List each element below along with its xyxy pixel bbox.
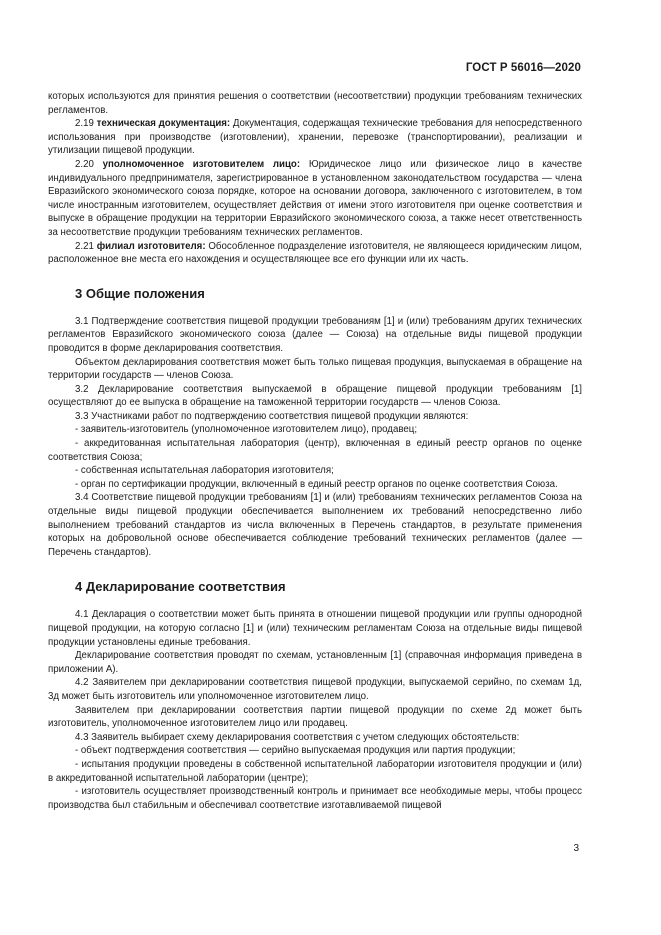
document-body bbox=[48, 90, 582, 812]
definition-number: 2.19 bbox=[75, 118, 94, 130]
list-item: - орган по сертификации продукции, включенный в единый реестр органов по оценке соответствия Союза. bbox=[75, 478, 558, 490]
definition-term: уполномоченное изготовителем лицо: bbox=[102, 158, 301, 170]
definition-term: техническая документация: bbox=[96, 118, 231, 130]
definition-2-21 bbox=[48, 240, 582, 267]
paragraph-3-3: 3.3 Участниками работ по подтверждению соответствия пищевой продукции являются: bbox=[75, 410, 469, 422]
paragraph-4-2: 4.2 Заявителем при декларировании соответствия пищевой продукции, выпускаемой серийно, по схемам 1д, 3д может быть изготовитель или уполномоченное изготовителем лицо. bbox=[48, 677, 582, 702]
list-item: - заявитель-изготовитель (уполномоченное изготовителем лицо), продавец; bbox=[75, 424, 418, 436]
list-item: - объект подтверждения соответствия — серийно выпускаемая продукция или партия продукции; bbox=[75, 745, 516, 757]
list-item: - собственная испытательная лаборатория изготовителя; bbox=[75, 465, 334, 477]
document-code-header: ГОСТ Р 56016—2020 bbox=[465, 62, 581, 74]
definition-continuation: которых используются для принятия решения о соответствии (несоответствии) продукции требованиям технических регламентов. bbox=[48, 91, 582, 116]
definition-term: филиал изготовителя: bbox=[96, 240, 206, 252]
list-item: - изготовитель осуществляет производственный контроль и принимает все необходимые меры, чтобы процесс производства был стабильным и обеспечивал соответствие изготавливаемой пищевой bbox=[48, 786, 582, 811]
definition-text: Юридическое лицо или физическое лицо в качестве индивидуального предпринимателя, зарегистрированное в установленном законодательством государства — члена Евразийского экономического союза порядке, которое на основании договора, заключенного с изготовителем, в том числе иностранным изготовителем, осуществляет действия от имени этого изготовителя при оценке соответствия и выпуске в обращение продукции на территории Евразийского экономического союза, а также несет ответственность за несоответствие продукции требованиям технических регламентов. bbox=[48, 158, 582, 238]
paragraph-4-2-applicant: Заявителем при декларировании соответствия партии пищевой продукции по схеме 2д может быть изготовитель, уполномоченное изготовителем лицо или продавец. bbox=[48, 704, 582, 730]
definition-2-20 bbox=[48, 158, 582, 240]
paragraph-4-3: 4.3 Заявитель выбирает схему декларирования соответствия с учетом следующих обстоятельств: bbox=[75, 731, 520, 743]
definition-text: Обособленное подразделение изготовителя, не являющееся юридическим лицом, расположенное вне места его нахождения и осуществляющее все его функции или их часть. bbox=[48, 240, 582, 266]
section-3-heading: 3 Общие положения bbox=[75, 285, 205, 301]
definition-2-19 bbox=[48, 117, 582, 158]
page-number: 3 bbox=[573, 843, 579, 854]
definition-text: Документация, содержащая технические требования для непосредственного использования при производстве (изготовлении), хранении, перевозке (транспортировании), реализации и утилизации пищевой продукции. bbox=[48, 118, 582, 157]
paragraph-4-1-schemes: Декларирование соответствия проводят по схемам, установленным [1] (справочная информация приведена в приложении А). bbox=[48, 650, 582, 675]
definition-number: 2.21 bbox=[75, 240, 94, 252]
definition-number: 2.20 bbox=[75, 158, 94, 170]
list-item: - аккредитованная испытательная лаборатория (центр), включенная в единый реестр органов по оценке соответствия Союза; bbox=[48, 438, 582, 463]
paragraph-3-1: 3.1 Подтверждение соответствия пищевой продукции требованиям [1] и (или) требованиям других технических регламентов Евразийского экономического союза (далее — Союза) на отдельные виды пищевой продукции проводится в форме декларирования соответствия. bbox=[48, 315, 582, 354]
paragraph-3-4: 3.4 Соответствие пищевой продукции требованиям [1] и (или) требованиям технических регламентов Союза на отдельные виды пищевой продукции обеспечивается выполнением их требований непосредственно либо выполнением требований стандартов из числа включенных в Перечень стандартов, в результате применения которых на добровольной основе обеспечивается соблюдение требований технических регламентов (далее — Перечень стандартов). bbox=[48, 492, 582, 558]
section-4-heading: 4 Декларирование соответствия bbox=[75, 579, 286, 595]
paragraph-3-1-object: Объектом декларирования соответствия может быть только пищевая продукция, выпускаемая в обращение на территории государств — членов Союза. bbox=[48, 356, 582, 382]
paragraph-4-1: 4.1 Декларация о соответствии может быть принята в отношении пищевой продукции или группы однородной пищевой продукции, на которую согласно [1] и (или) техническим регламентам Союза на отдельные виды пищевой продукции установлены единые требования. bbox=[48, 609, 582, 648]
paragraph-3-2: 3.2 Декларирование соответствия выпускаемой в обращение пищевой продукции требованиям [1] осуществляют до ее выпуска в обращение на таможенной территории государств — членов Союза. bbox=[48, 383, 582, 409]
list-item: - испытания продукции проведены в собственной испытательной лаборатории изготовителя продукции и (или) в аккредитованной испытательной лаборатории (центре); bbox=[48, 758, 582, 784]
